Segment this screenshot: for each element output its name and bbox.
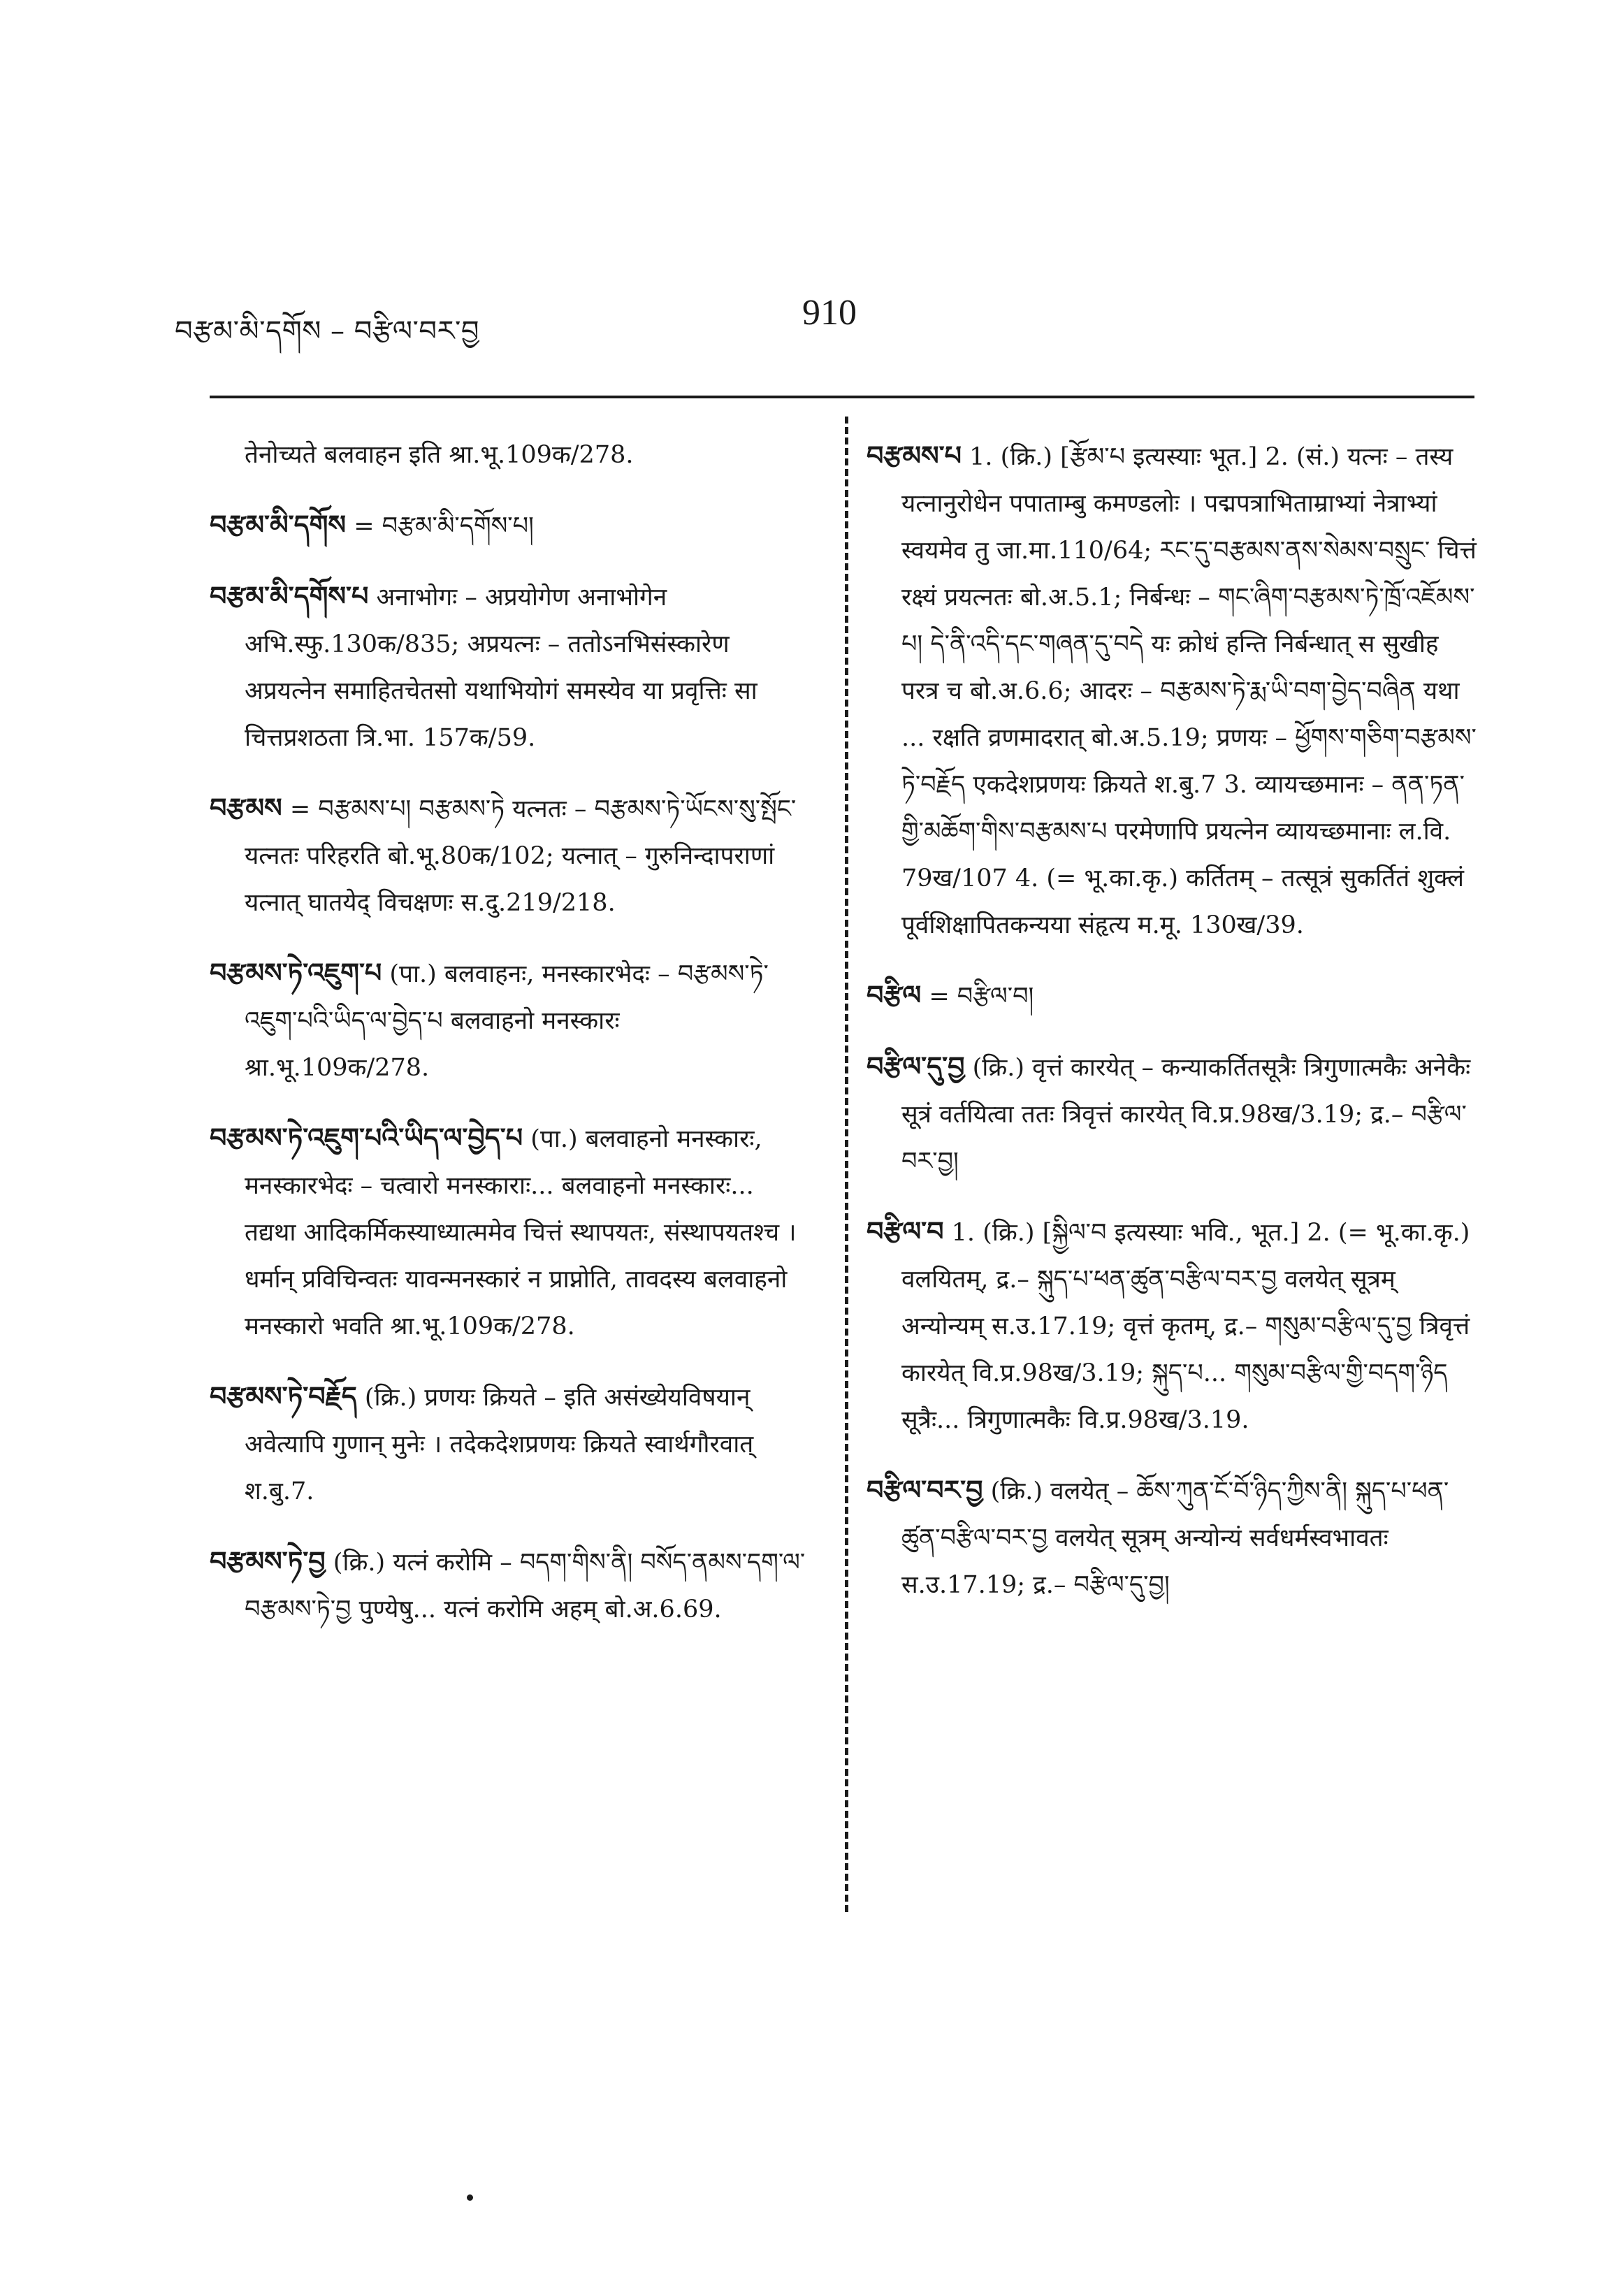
dictionary-entry [210,1538,811,1633]
dictionary-entry [210,1114,811,1350]
entry-definition: (क्रि.) प्रणयः क्रियते – इति असंख्येयविषयान् अवेत्यापि गुणान् मुनेः । तदेकदेशप्रणयः क्रियते स्वार्थगौरवात् श.बु.7. [245,1384,754,1505]
dictionary-entry [210,432,811,479]
dictionary-entry [867,971,1481,1020]
entry-definition: = བརྩིལ་བ། [929,983,1034,1011]
page-number: 910 [802,293,857,333]
footer-dot [467,2194,473,2201]
left-column [210,432,811,1656]
entry-headword: བརྩམ་མི་དགོས [210,509,347,540]
entry-headword: བརྩམས་ཏེ་བརྗོད [210,1380,357,1412]
entry-definition: = བརྩམས་པ། བརྩམས་ཏེ यत्नतः – བརྩམས་ཏེ་ཡོངས་སུ་སྤོང་ यत्नतः परिहरति बो.भू.80क/102; यत्नात् – गुरुनिन्दापराणां यत्नात् घातयेद् विचक्षणः स.दु.219/218. [245,795,797,917]
dictionary-entry [210,1373,811,1515]
right-column [867,432,1481,1631]
dictionary-entry [867,1466,1481,1609]
entry-definition: = བརྩམ་མི་དགོས་པ། [354,512,534,540]
entry-headword: བརྩམས་ཏེ་འཇུག་པའི་ཡིད་ལ་བྱེད་པ [210,1122,523,1153]
entry-definition: (क्रि.) वृत्तं कारयेत् – कन्याकर्तितसूत्रैः त्रिगुणात्मकैः अनेकैः सूत्रं वर्तयित्वा ततः त्रिवृत्तं कारयेत् वि.प्र.98ख/3.19; द्र.– བརྩིལ་བར་བྱ། [901,1054,1471,1176]
running-head: བརྩམ་མི་དགོས – བརྩིལ་བར་བྱ [175,315,480,347]
entry-headword: བརྩིལ [867,979,922,1011]
dictionary-entry [210,501,811,550]
entry-headword: བརྩམས [210,792,282,823]
entry-headword: བརྩམས་ཏེ་འཇུག་པ [210,957,382,988]
entry-definition: (पा.) बलवाहनः, मनस्कारभेदः – བརྩམས་ཏེ་འཇུག་པའི་ཡིད་ལ་བྱེད་པ बलवाहनो मनस्कारः श्रा.भू.109क/278. [245,960,769,1082]
dictionary-entry [867,1043,1481,1185]
dictionary-entry [210,572,811,762]
entry-definition: अनाभोगः – अप्रयोगेण अनाभोगेन अभि.स्फु.130क/835; अप्रयत्नः – ततोऽनभिसंस्कारेण अप्रयत्नेन समाहितचेतसो यथाभियोगं समस्येव या प्रवृत्तिः सा चित्तप्रशठता त्रि.भा. 157क/59. [245,584,757,752]
entry-headword: བརྩམ་མི་དགོས་པ [210,580,369,612]
header-rule [210,396,1474,398]
entry-definition: (क्रि.) वलयेत् – ཆོས་ཀུན་ངོ་བོ་ཉིད་ཀྱིས་ནི། སྐུད་པ་ཕན་ཚུན་བརྩིལ་བར་བྱ वलयेत् सूत्रम् अन्योन्यं सर्वधर्मस्वभावतः स.उ.17.19; द्र.– བརྩིལ་དུ་བྱ། [901,1477,1449,1599]
entry-headword: བརྩིལ་བར་བྱ [867,1474,983,1505]
dictionary-entry [867,432,1481,949]
entry-definition: (क्रि.) यत्नं करोमि – བདག་གིས་ནི། བསོད་ནམས་དག་ལ་བརྩམས་ཏེ་བྱ पुण्येषु... यत्नं करोमि अहम् बो.अ.6.69. [245,1549,806,1623]
dictionary-entry [867,1208,1481,1444]
entry-definition: 1. (क्रि.) [སྐྱིལ་བ इत्यस्याः भवि., भूत.] 2. (= भू.का.कृ.) वलयितम्, द्र.– སྐུད་པ་ཕན་ཚུན་བརྩིལ་བར་བྱ वलयेत् सूत्रम् अन्योन्यम् स.उ.17.19; वृत्तं कृतम्, द्र.– གསུམ་བརྩིལ་དུ་བྱ त्रिवृत्तं कारयेत् वि.प्र.98ख/3.19; སྐུད་པ... གསུམ་བརྩིལ་གྱི་བདག་ཉིད सूत्रैः... त्रिगुणात्मकैः वि.प्र.98ख/3.19. [901,1219,1470,1434]
dictionary-entry [210,784,811,927]
entry-headword: བརྩམས་ཏེ་བྱ [210,1545,326,1577]
entry-headword: བརྩམས་པ [867,440,962,471]
column-divider [845,417,848,1912]
entry-definition: 1. (क्रि.) [རྩོམ་པ इत्यस्याः भूत.] 2. (सं.) यत्नः – तस्य यत्नानुरोधेन पपाताम्बु कमण्डलोः । पद्मपत्राभिताम्राभ्यां नेत्राभ्यां स्वयमेव तु जा.मा.110/64; རང་དུ་བརྩམས་ནས་སེམས་བསྲུང་ चित्तं रक्ष्यं प्रयत्नतः बो.अ.5.1; निर्बन्धः – གང་ཞིག་བརྩམས་ཏེ་ཁྲོ་འཇོམས་པ། དེ་ནི་འདི་དང་གཞན་དུ་བདེ यः क्रोधं हन्ति निर्बन्धात् स सुखीह परत्र च बो.अ.6.6; आदरः – བརྩམས་ཏེ་རྨ་ཡི་བག་བྱེད་བཞིན यथा ... रक्षति व्रणमादरात् बो.अ.5.19; प्रणयः – ཕྱོགས་གཅིག་བརྩམས་ཏེ་བརྗོད एकदेशप्रणयः क्रियते श.बु.7 3. व्यायच्छमानः – ནན་ཏན་གྱི་མཆོག་གིས་བརྩམས་པ परमेणापि प्रयत्नेन व्यायच्छमानाः ल.वि. 79ख/107 4. (= भू.का.कृ.) कर्तितम् – तत्सूत्रं सुकर्तितं शुक्लं पूर्वशिक्षापितकन्यया संहृत्य म.मू. 130ख/39. [901,443,1477,939]
entry-headword: བརྩིལ་དུ་བྱ [867,1050,965,1082]
entry-headword: བརྩིལ་བ [867,1215,944,1247]
entry-definition: (पा.) बलवाहनो मनस्कारः, मनस्कारभेदः – चत्वारो मनस्काराः... बलवाहनो मनस्कारः... तद्यथा आदिकर्मिकस्याध्यात्ममेव चित्तं स्थापयतः, संस्थापयतश्च । धर्मान् प्रविचिन्वतः यावन्मनस्कारं न प्राप्नोति, तावदस्य बलवाहनो मनस्कारो भवति श्रा.भू.109क/278. [245,1125,797,1340]
entry-definition: तेनोच्यते बलवाहन इति श्रा.भू.109क/278. [245,441,634,469]
dictionary-entry [210,949,811,1092]
